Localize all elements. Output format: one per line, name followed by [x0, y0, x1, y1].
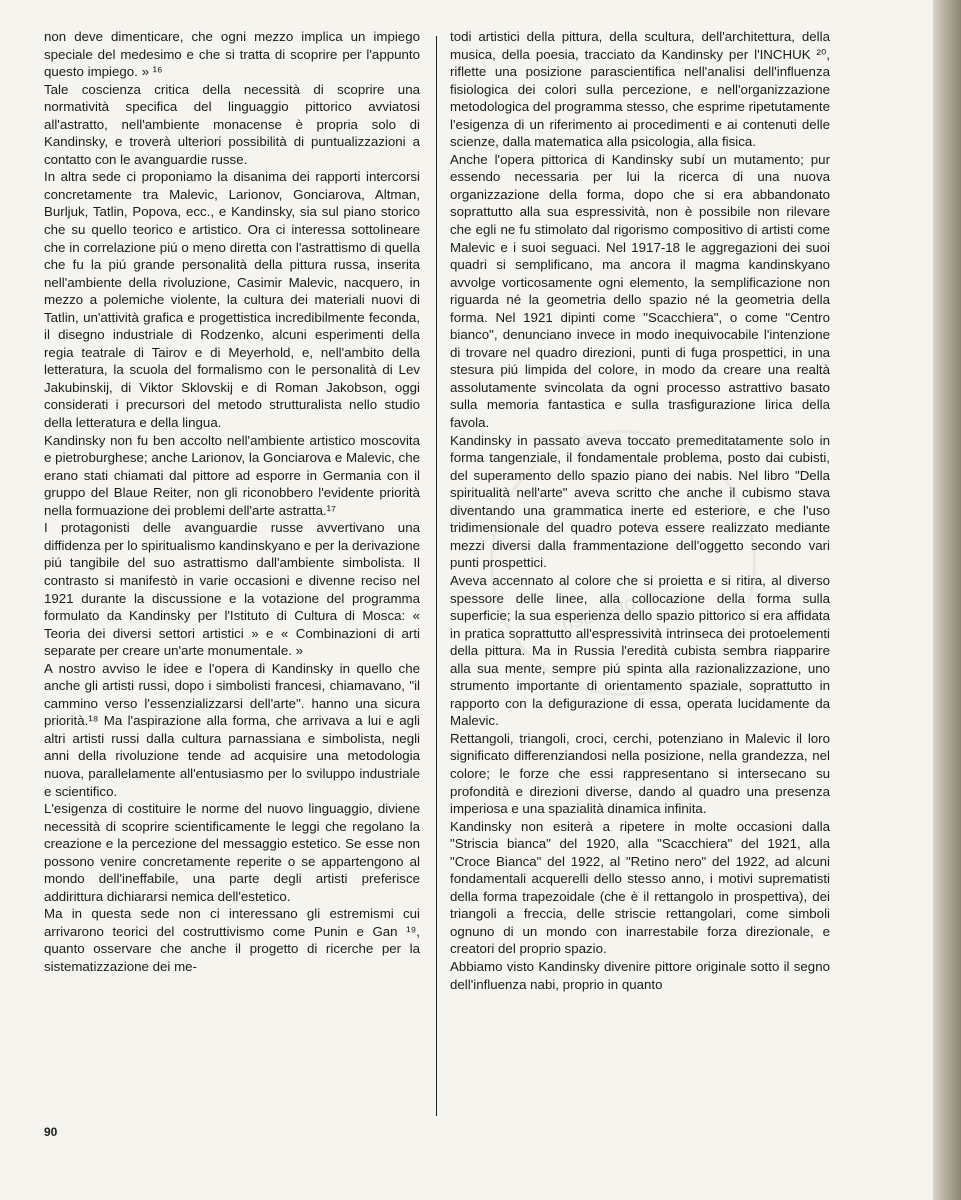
paragraph: todi artistici della pittura, della scultura, dell'architettura, della musica, della poesia, tracciato da Kandinsky per l'INCHUK ²⁰, riflette una posizione parascientifica nell'analisi dell'influenza fisiologica dei colori sulla percezione, e nell'organizzazione metodologica del programma stesso, che esprime ripetutamente l'esigenza di un riferimento ai procedimenti e ai contenuti delle scienze, dalla matematica alla psicologia, alla fisica. [450, 29, 830, 150]
paragraph: A nostro avviso le idee e l'opera di Kandinsky in quello che anche gli artisti russi, dopo i simbolisti francesi, chiamavano, "il cammino verso l'essenzializzarsi dell'arte". hanno una sicura priorità.¹⁸ Ma l'aspirazione alla forma, che arrivava a lui e agli altri artisti russi dalla cultura parnassiana e simbolista, negli anni della rivoluzione tende ad acquisire una metodologia nuova, parallelamente all'entusiasmo per lo sviluppo industriale e scientifico. [44, 660, 420, 799]
right-text-column [450, 28, 830, 993]
left-text-column [44, 28, 420, 976]
paragraph: Kandinsky in passato aveva toccato premeditatamente solo in forma tangenziale, il fondamentale problema, posto dai cubisti, del superamento dello spazio piano dei nabis. Nel libro "Della spiritualità nell'arte" aveva scritto che anche il cubismo stava diventando una grammatica inerte ed esteriore, e che l'uso tridimensionale del quadro poteva essere realizzato mediante mezzi diversi dalla frammentazione dell'oggetto secondo vari punti prospettici. [450, 432, 830, 571]
paragraph: In altra sede ci proponiamo la disanima dei rapporti intercorsi concretamente tra Malevic, Larionov, Gonciarova, Altman, Burljuk, Tatlin, Popova, ecc., e Kandinsky, sia sul piano storico che su quello teorico e artistico. Ora ci interessa sottolineare che in correlazione piú o meno diretta con l'astrattismo di quella che fu la piú grande personalità della pittura russa, inserita nell'ambiente della rivoluzione, Casimir Malevic, nacquero, in mezzo a polemiche violente, la cultura dei materiali nuovi di Tatlin, un'attività grafica e progettistica incredibilmente feconda, il disegno industriale di Rodzenko, alcuni esperimenti della regia teatrale di Tairov e di Meyerhold, e, nell'ambito della letteratura, la scuola del formalismo con le personalità di Lev Jakubinskij, di Viktor Sklovskij e di Roman Jakobson, oggi considerati i precursori del metodo strutturalista nello studio della letteratura e della lingua. [44, 169, 420, 431]
paragraph: Ma in questa sede non ci interessano gli estremismi cui arrivarono teorici del costruttivismo come Punin e Gan ¹⁹, quanto osservare che anche il progetto di ricerche per la sistematizzazione dei me- [44, 906, 420, 974]
column-divider [436, 36, 437, 1116]
paragraph: Rettangoli, triangoli, croci, cerchi, potenziano in Malevic il loro significato differenziandosi nella posizione, nella grandezza, nel colore; le forze che essi rappresentano si intersecano su profondità e direzioni diverse, dando al quadro una presenza imperiosa e una spazialità dinamica infinita. [450, 730, 830, 817]
paragraph: I protagonisti delle avanguardie russe avvertivano una diffidenza per lo spiritualismo kandinskyano e per la derivazione piú tangibile del suo astrattismo dall'ambiente simbolista. Il contrasto si manifestò in varie occasioni e divenne reciso nel 1921 durante la discussione e la votazione del programma formulato da Kandinsky per l'Istituto di Cultura di Mosca: « Teoria dei diversi settori artistici » e « Combinazioni di arti separate per creare un'arte monumentale. » [44, 520, 420, 659]
book-spine-edge [933, 0, 961, 1200]
paragraph: Abbiamo visto Kandinsky divenire pittore originale sotto il segno dell'influenza nabi, proprio in quanto [450, 958, 830, 992]
paragraph: non deve dimenticare, che ogni mezzo implica un impiego speciale del medesimo e che si tratta di scoprire per l'appunto questo impiego. » ¹⁶ [44, 29, 420, 80]
paragraph: Kandinsky non fu ben accolto nell'ambiente artistico moscovita e pietroburghese; anche Larionov, la Gonciarova e Malevic, che erano stati chiamati dal pittore ad esporre in Germania con il gruppo del Blaue Reiter, non gli riconobbero l'evidente priorità nella formuazione dei problemi dell'arte astratta.¹⁷ [44, 432, 420, 518]
page-number: 90 [44, 1125, 58, 1139]
paragraph: Tale coscienza critica della necessità di scoprire una normatività specifica del linguaggio pittorico avviatosi all'astratto, nell'ambiente monacense è propria solo di Kandinsky, e troverà ulteriori possibilità di puntualizzazioni a contatto con le avanguardie russe. [44, 81, 420, 167]
watermark-text: riservato © [558, 585, 658, 637]
paragraph: Aveva accennato al colore che si proietta e si ritira, al diverso spessore delle linee, alla collocazione della forma sulla superficie; la sua esperienza dello spazio pittorico si era affidata in pratica soprattutto all'espressività intrinseca dei protoelementi della pittura. Ma in Russia l'eredità cubista sembra riapparire alla sua mente, sempre piú spinta alla razionalizzazione, uno strumento importante di orientamento spaziale, soprattutto in rapporto con la defigurazione di essa, operata lucidamente da Malevic. [450, 572, 830, 729]
paragraph: Kandinsky non esiterà a ripetere in molte occasioni dalla "Striscia bianca" del 1920, alla "Scacchiera" del 1921, alla "Croce Bianca" del 1922, al "Retino nero" del 1922, ad alcuni fondamentali acquerelli dello stesso anno, i motivi suprematisti della forma trapezoidale (che è il rettangolo in prospettiva), dei triangoli a freccia, delle striscie rettangolari, come simboli ognuno di un mondo con inarrestabile forza direzionale, e creatori del proprio spazio. [450, 818, 830, 957]
paragraph: L'esigenza di costituire le norme del nuovo linguaggio, diviene necessità di scoprire scientificamente le leggi che regolano la creazione e la percezione del messaggio estetico. Se esse non possono venire concretamente reperite o se appartengono al mondo dell'ineffabile, una parte degli artisti preferisce addirittura dichiararsi nemica dell'estetico. [44, 801, 420, 904]
paragraph: Anche l'opera pittorica di Kandinsky subí un mutamento; pur essendo necessaria per lui la ricerca di una nuova organizzazione della forma, dopo che si era abbandonato soprattutto alla sua espressività, non è possibile non rilevare che egli ne fu stimolato dal rigorismo compositivo di artisti come Malevic e i suoi seguaci. Nel 1917-18 le aggregazioni dei suoi quadri si semplificano, ma ancora il magma kandinskyano avvolge vorticosamente ogni elemento, la semplificazione non riguarda né la geometria dello spazio né la geometria della forma. Nel 1921 dipinti come "Scacchiera", o come "Centro bianco", denunciano invece in modo inequivocabile l'intenzione di trovare nel quadro direzioni, punti di fuga prospettici, in una stesura piú limpida del colore, in modo da creare una realtà assolutamente svincolata da ogni processo astrattivo basato sulla memoria fantastica e sulla trasfigurazione lirica della favola. [450, 151, 830, 431]
